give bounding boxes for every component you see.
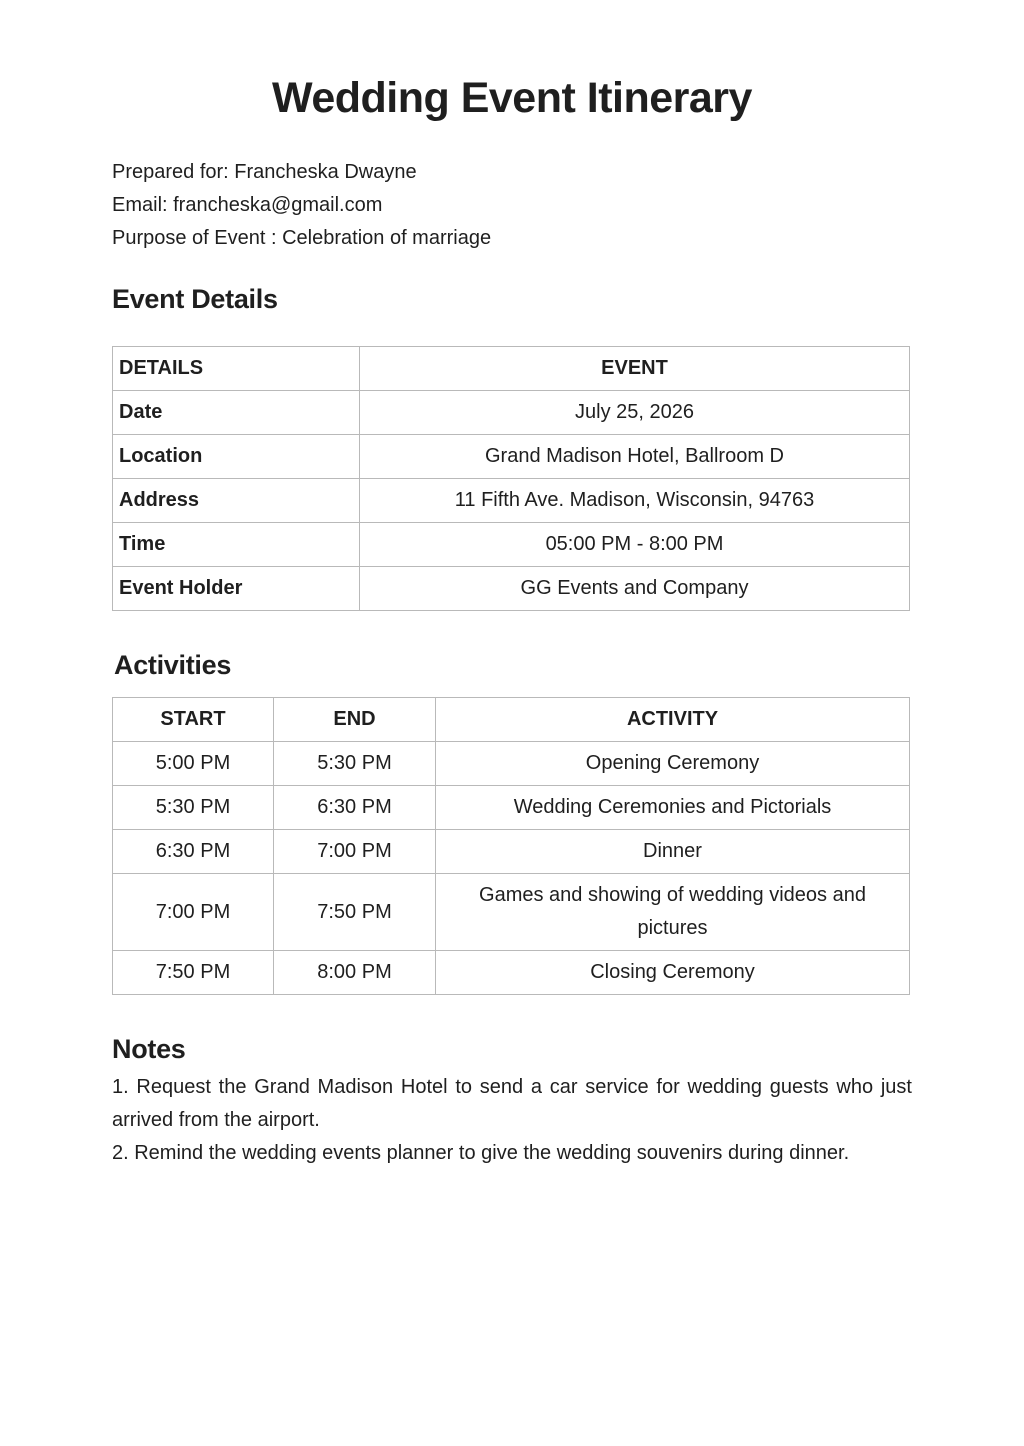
event-column-header: EVENT <box>360 347 910 391</box>
table-header-row <box>113 347 910 391</box>
activity-name: Wedding Ceremonies and Pictorials <box>436 786 910 830</box>
table-row <box>113 874 910 951</box>
table-row <box>113 391 910 435</box>
detail-label: Time <box>113 523 360 567</box>
activities-table <box>112 697 910 995</box>
start-time: 5:00 PM <box>113 742 274 786</box>
activity-column-header: ACTIVITY <box>436 698 910 742</box>
activity-name: Games and showing of wedding videos and pictures <box>436 874 910 951</box>
note-item: 2. Remind the wedding events planner to give the wedding souvenirs during dinner. <box>112 1142 850 1164</box>
table-row <box>113 523 910 567</box>
detail-value: 05:00 PM - 8:00 PM <box>360 523 910 567</box>
table-header-row <box>113 698 910 742</box>
end-time: 6:30 PM <box>274 786 436 830</box>
start-time: 7:50 PM <box>113 951 274 995</box>
detail-label: Event Holder <box>113 567 360 611</box>
end-time: 7:00 PM <box>274 830 436 874</box>
start-time: 5:30 PM <box>113 786 274 830</box>
end-time: 5:30 PM <box>274 742 436 786</box>
end-time: 8:00 PM <box>274 951 436 995</box>
table-row <box>113 786 910 830</box>
table-row <box>113 951 910 995</box>
document-meta <box>112 156 912 255</box>
detail-label: Address <box>113 479 360 523</box>
document-title: Wedding Event Itinerary <box>272 74 752 122</box>
activity-name: Closing Ceremony <box>436 951 910 995</box>
start-column-header: START <box>113 698 274 742</box>
end-time: 7:50 PM <box>274 874 436 951</box>
detail-value: Grand Madison Hotel, Ballroom D <box>360 435 910 479</box>
details-column-header: DETAILS <box>113 347 360 391</box>
detail-value: GG Events and Company <box>360 567 910 611</box>
prepared-for-line: Prepared for: Francheska Dwayne <box>112 161 417 183</box>
detail-value: 11 Fifth Ave. Madison, Wisconsin, 94763 <box>360 479 910 523</box>
table-row <box>113 479 910 523</box>
detail-value: July 25, 2026 <box>360 391 910 435</box>
start-time: 6:30 PM <box>113 830 274 874</box>
notes-list <box>112 1071 912 1170</box>
start-time: 7:00 PM <box>113 874 274 951</box>
note-item: 1. Request the Grand Madison Hotel to send a car service for wedding guests who just arrived from the airport. <box>112 1076 912 1131</box>
purpose-line: Purpose of Event : Celebration of marriage <box>112 227 492 249</box>
activity-name: Dinner <box>436 830 910 874</box>
table-row <box>113 567 910 611</box>
table-row <box>113 742 910 786</box>
table-row <box>113 830 910 874</box>
notes-heading: Notes <box>112 1034 186 1064</box>
activities-heading: Activities <box>114 650 232 680</box>
table-row <box>113 435 910 479</box>
detail-label: Location <box>113 435 360 479</box>
detail-label: Date <box>113 391 360 435</box>
event-details-heading: Event Details <box>112 284 278 314</box>
end-column-header: END <box>274 698 436 742</box>
event-details-table <box>112 346 910 611</box>
email-line: Email: francheska@gmail.com <box>112 194 383 216</box>
activity-name: Opening Ceremony <box>436 742 910 786</box>
